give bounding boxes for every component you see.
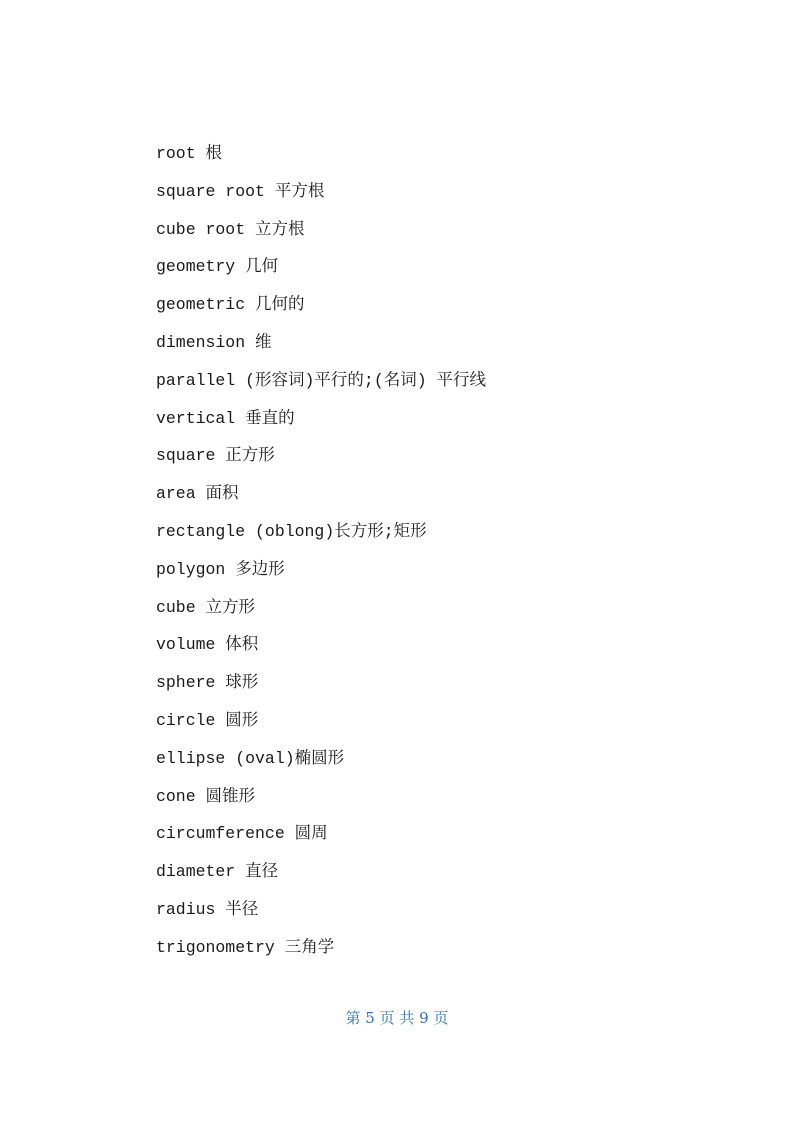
vocabulary-entry: sphere 球形	[156, 673, 259, 693]
vocabulary-entry: circle 圆形	[156, 710, 259, 730]
vocabulary-list	[156, 140, 486, 972]
vocabulary-entry: geometric 几何的	[156, 295, 305, 315]
vocabulary-entry: vertical 垂直的	[156, 408, 295, 428]
vocabulary-entry: ellipse (oval)椭圆形	[156, 748, 345, 768]
vocabulary-entry: square 正方形	[156, 446, 275, 466]
vocabulary-entry: root 根	[156, 144, 223, 163]
vocabulary-entry: square root 平方根	[156, 181, 325, 201]
vocabulary-entry: parallel (形容词)平行的;(名词) 平行线	[156, 370, 487, 390]
page-number-footer: 第 5 页 共 9 页	[345, 1009, 449, 1027]
vocabulary-entry: cone 圆锥形	[156, 786, 256, 806]
vocabulary-entry: cube root 立方根	[156, 219, 305, 239]
vocabulary-entry: polygon 多边形	[156, 559, 285, 579]
vocabulary-entry: geometry 几何	[156, 257, 279, 277]
vocabulary-entry: diameter 直径	[156, 862, 279, 882]
vocabulary-entry: rectangle (oblong)长方形;矩形	[156, 521, 427, 541]
vocabulary-entry: cube 立方形	[156, 597, 256, 617]
vocabulary-entry: dimension 维	[156, 332, 272, 352]
vocabulary-entry: volume 体积	[156, 635, 259, 655]
vocabulary-entry: radius 半径	[156, 899, 259, 919]
vocabulary-entry: circumference 圆周	[156, 824, 328, 844]
vocabulary-entry: area 面积	[156, 484, 239, 504]
vocabulary-entry: trigonometry 三角学	[156, 937, 335, 957]
